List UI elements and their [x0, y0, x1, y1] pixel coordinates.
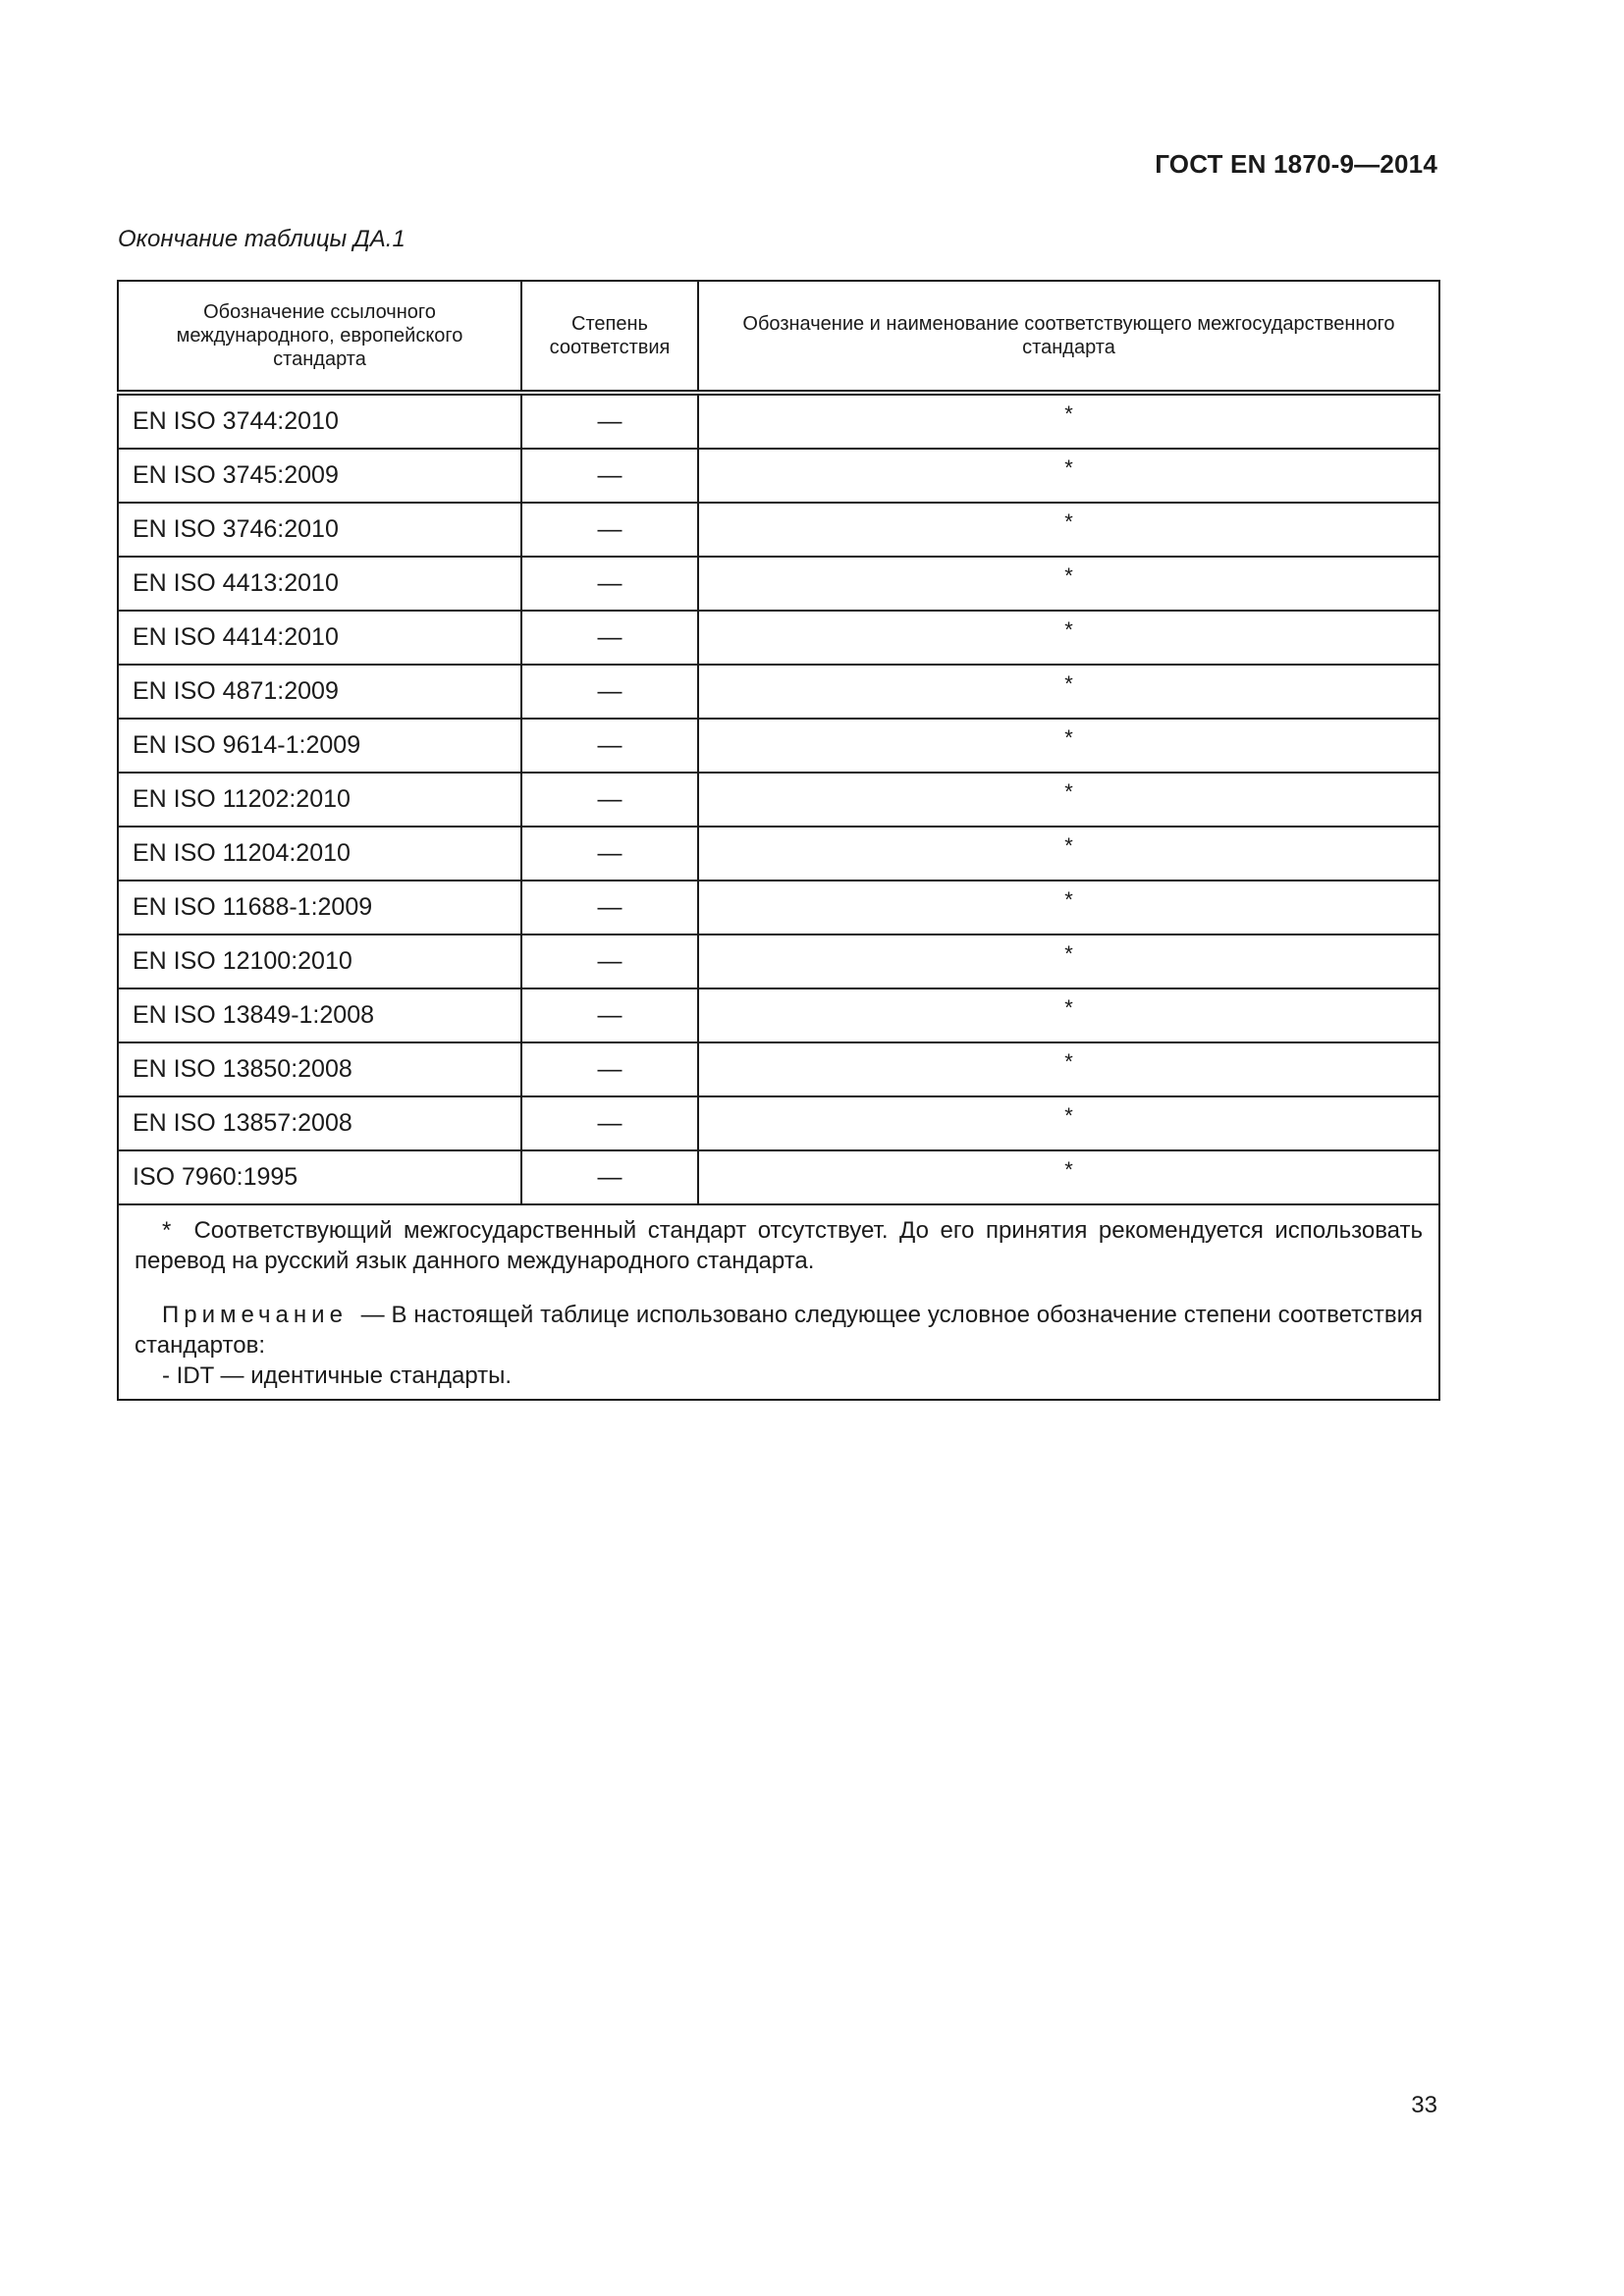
note-text: — В настоящей таблице использовано следующее условное обозначение степени соответствия стандартов:: [135, 1302, 1423, 1359]
interstate-standard-cell: *: [698, 773, 1439, 827]
note-label: Примечание: [162, 1302, 348, 1328]
table-row: [118, 827, 1439, 881]
interstate-standard-cell: *: [698, 881, 1439, 934]
interstate-standard-cell: *: [698, 827, 1439, 881]
degree-cell: —: [521, 611, 698, 665]
footnote-mark: *: [162, 1217, 172, 1244]
footnote-text: Соответствующий межгосударственный стандарт отсутствует. До его принятия рекомендуется использовать перевод на русский язык данного международного стандарта.: [135, 1217, 1424, 1274]
reference-standard-cell: EN ISO 4414:2010: [118, 611, 521, 665]
degree-cell: —: [521, 934, 698, 988]
reference-standard-cell: EN ISO 3746:2010: [118, 503, 521, 557]
document-code: ГОСТ EN 1870-9—2014: [1155, 149, 1437, 179]
degree-cell: —: [521, 881, 698, 934]
reference-standard-cell: EN ISO 11202:2010: [118, 773, 521, 827]
reference-standard-cell: EN ISO 11204:2010: [118, 827, 521, 881]
reference-standard-cell: ISO 7960:1995: [118, 1150, 521, 1204]
interstate-standard-cell: *: [698, 1042, 1439, 1096]
page-number: 33: [1411, 2092, 1437, 2118]
table-row: [118, 719, 1439, 773]
table-row: [118, 557, 1439, 611]
table-row: [118, 1096, 1439, 1150]
interstate-standard-cell: *: [698, 611, 1439, 665]
degree-cell: —: [521, 1042, 698, 1096]
table-caption: Окончание таблицы ДА.1: [118, 226, 406, 252]
degree-cell: —: [521, 1150, 698, 1204]
table-row: [118, 1150, 1439, 1204]
degree-cell: —: [521, 773, 698, 827]
reference-standard-cell: EN ISO 13857:2008: [118, 1096, 521, 1150]
degree-cell: —: [521, 557, 698, 611]
degree-cell: —: [521, 827, 698, 881]
table-row: [118, 665, 1439, 719]
footnote: [135, 1215, 1423, 1276]
note-item-idt: - IDT — идентичные стандарты.: [162, 1362, 513, 1389]
table-row: [118, 503, 1439, 557]
reference-standard-cell: EN ISO 13850:2008: [118, 1042, 521, 1096]
interstate-standard-cell: *: [698, 1150, 1439, 1204]
standards-correspondence-table: [117, 280, 1440, 1401]
table-row: [118, 773, 1439, 827]
degree-cell: —: [521, 719, 698, 773]
table-row: [118, 1042, 1439, 1096]
degree-cell: —: [521, 393, 698, 449]
interstate-standard-cell: *: [698, 988, 1439, 1042]
table-body: [118, 393, 1439, 1204]
degree-cell: —: [521, 449, 698, 503]
table-row: [118, 934, 1439, 988]
table-row: [118, 393, 1439, 449]
interstate-standard-cell: *: [698, 393, 1439, 449]
reference-standard-cell: EN ISO 4871:2009: [118, 665, 521, 719]
column-header-degree: Степень соответствия: [521, 281, 698, 393]
table-row: [118, 988, 1439, 1042]
degree-cell: —: [521, 988, 698, 1042]
column-header-reference-standard: Обозначение ссылочного международного, европейского стандарта: [118, 281, 521, 393]
degree-cell: —: [521, 665, 698, 719]
reference-standard-cell: EN ISO 3745:2009: [118, 449, 521, 503]
table-footer: [118, 1204, 1439, 1400]
interstate-standard-cell: *: [698, 503, 1439, 557]
interstate-standard-cell: *: [698, 449, 1439, 503]
note: [135, 1300, 1423, 1361]
degree-cell: —: [521, 1096, 698, 1150]
table-header-row: [118, 281, 1439, 393]
table-row: [118, 611, 1439, 665]
table-row: [118, 881, 1439, 934]
reference-standard-cell: EN ISO 9614-1:2009: [118, 719, 521, 773]
reference-standard-cell: EN ISO 11688-1:2009: [118, 881, 521, 934]
table-footer-row: [118, 1204, 1439, 1400]
table-row: [118, 449, 1439, 503]
degree-cell: —: [521, 503, 698, 557]
interstate-standard-cell: *: [698, 665, 1439, 719]
column-header-interstate-standard: Обозначение и наименование соответствующего межгосударственного стандарта: [698, 281, 1439, 393]
interstate-standard-cell: *: [698, 719, 1439, 773]
interstate-standard-cell: *: [698, 1096, 1439, 1150]
reference-standard-cell: EN ISO 3744:2010: [118, 393, 521, 449]
reference-standard-cell: EN ISO 13849-1:2008: [118, 988, 521, 1042]
reference-standard-cell: EN ISO 12100:2010: [118, 934, 521, 988]
interstate-standard-cell: *: [698, 934, 1439, 988]
reference-standard-cell: EN ISO 4413:2010: [118, 557, 521, 611]
interstate-standard-cell: *: [698, 557, 1439, 611]
